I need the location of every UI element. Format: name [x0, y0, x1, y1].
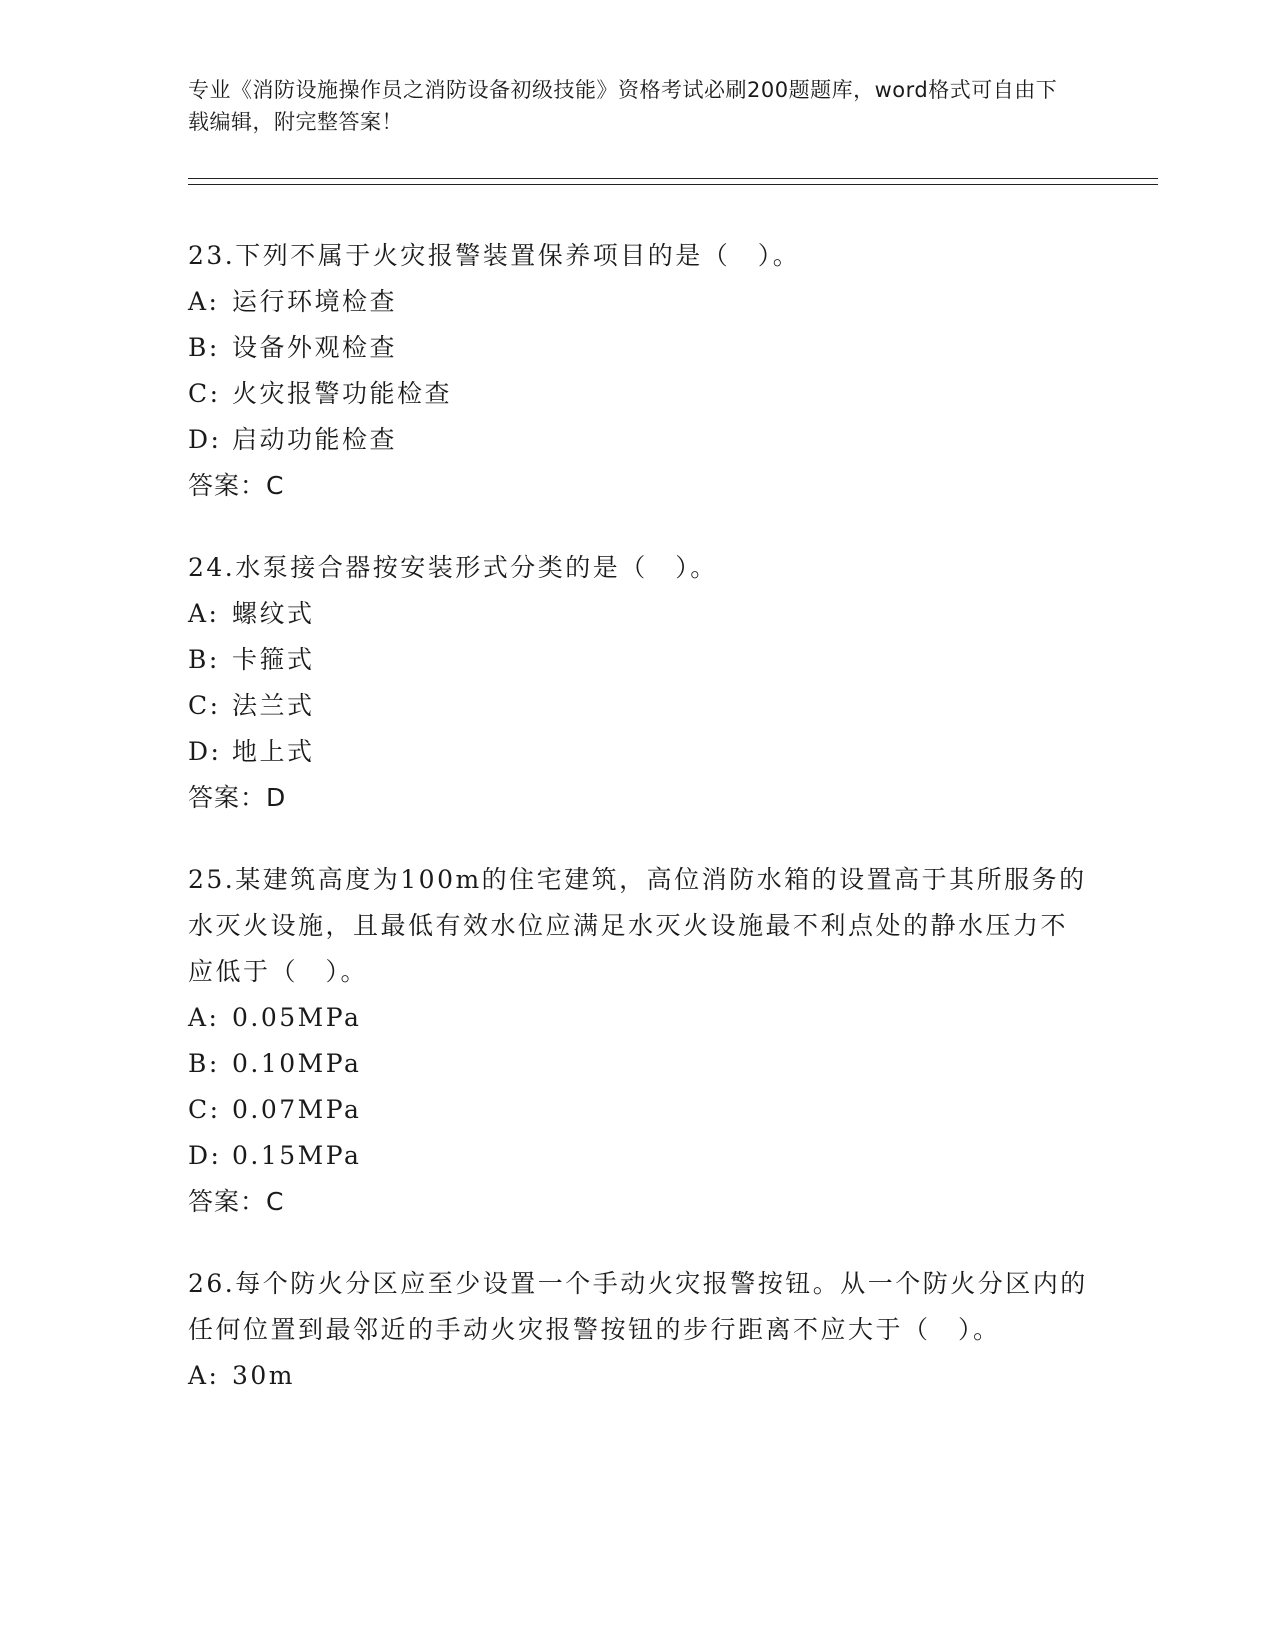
header-double-rule	[188, 178, 1158, 185]
option-d	[188, 417, 1088, 463]
option-key: C:	[188, 379, 221, 408]
option-text: 卡箍式	[232, 645, 315, 674]
question-25	[188, 857, 1088, 1225]
option-a	[188, 591, 1088, 637]
option-key: A:	[188, 287, 220, 316]
option-text: 0.10MPa	[232, 1049, 362, 1078]
option-key: B:	[188, 333, 220, 362]
option-text: 法兰式	[232, 691, 315, 720]
answer-line: 答案：C	[188, 471, 285, 500]
question-stem: 24.水泵接合器按安装形式分类的是（ ）。	[188, 553, 718, 582]
question-23	[188, 233, 1088, 509]
option-d	[188, 1133, 1088, 1179]
option-d	[188, 729, 1088, 775]
option-text: 螺纹式	[232, 599, 315, 628]
option-text: 0.07MPa	[232, 1095, 362, 1124]
question-26	[188, 1261, 1088, 1399]
option-text: 运行环境检查	[232, 287, 398, 316]
option-text: 火灾报警功能检查	[232, 379, 453, 408]
option-a	[188, 1353, 1088, 1399]
option-text: 30m	[232, 1361, 296, 1390]
option-c	[188, 683, 1088, 729]
question-list	[188, 233, 1088, 1435]
option-key: A:	[188, 1361, 220, 1390]
option-key: A:	[188, 599, 220, 628]
option-key: B:	[188, 645, 220, 674]
option-key: B:	[188, 1049, 220, 1078]
option-key: D:	[188, 1141, 222, 1170]
option-c	[188, 371, 1088, 417]
question-stem: 25.某建筑高度为100m的住宅建筑，高位消防水箱的设置高于其所服务的水灭火设施，且最低有效水位应满足水灭火设施最不利点处的静水压力不应低于（ ）。	[188, 865, 1087, 986]
answer-line: 答案：D	[188, 783, 287, 812]
option-c	[188, 1087, 1088, 1133]
option-b	[188, 637, 1088, 683]
question-stem: 26.每个防火分区应至少设置一个手动火灾报警按钮。从一个防火分区内的任何位置到最邻近的手动火灾报警按钮的步行距离不应大于（ ）。	[188, 1269, 1088, 1344]
option-b	[188, 1041, 1088, 1087]
option-a	[188, 995, 1088, 1041]
option-text: 启动功能检查	[232, 425, 398, 454]
option-key: C:	[188, 1095, 221, 1124]
option-text: 设备外观检查	[232, 333, 398, 362]
option-key: D:	[188, 737, 222, 766]
question-24	[188, 545, 1088, 821]
option-text: 地上式	[232, 737, 315, 766]
question-stem: 23.下列不属于火灾报警装置保养项目的是（ ）。	[188, 241, 801, 270]
answer-line: 答案：C	[188, 1187, 285, 1216]
option-key: C:	[188, 691, 221, 720]
option-b	[188, 325, 1088, 371]
option-key: D:	[188, 425, 222, 454]
option-text: 0.15MPa	[232, 1141, 362, 1170]
option-a	[188, 279, 1088, 325]
option-text: 0.05MPa	[232, 1003, 362, 1032]
option-key: A:	[188, 1003, 220, 1032]
document-header: 专业《消防设施操作员之消防设备初级技能》资格考试必刷200题题库，word格式可自由下载编辑，附完整答案！	[188, 78, 1058, 134]
